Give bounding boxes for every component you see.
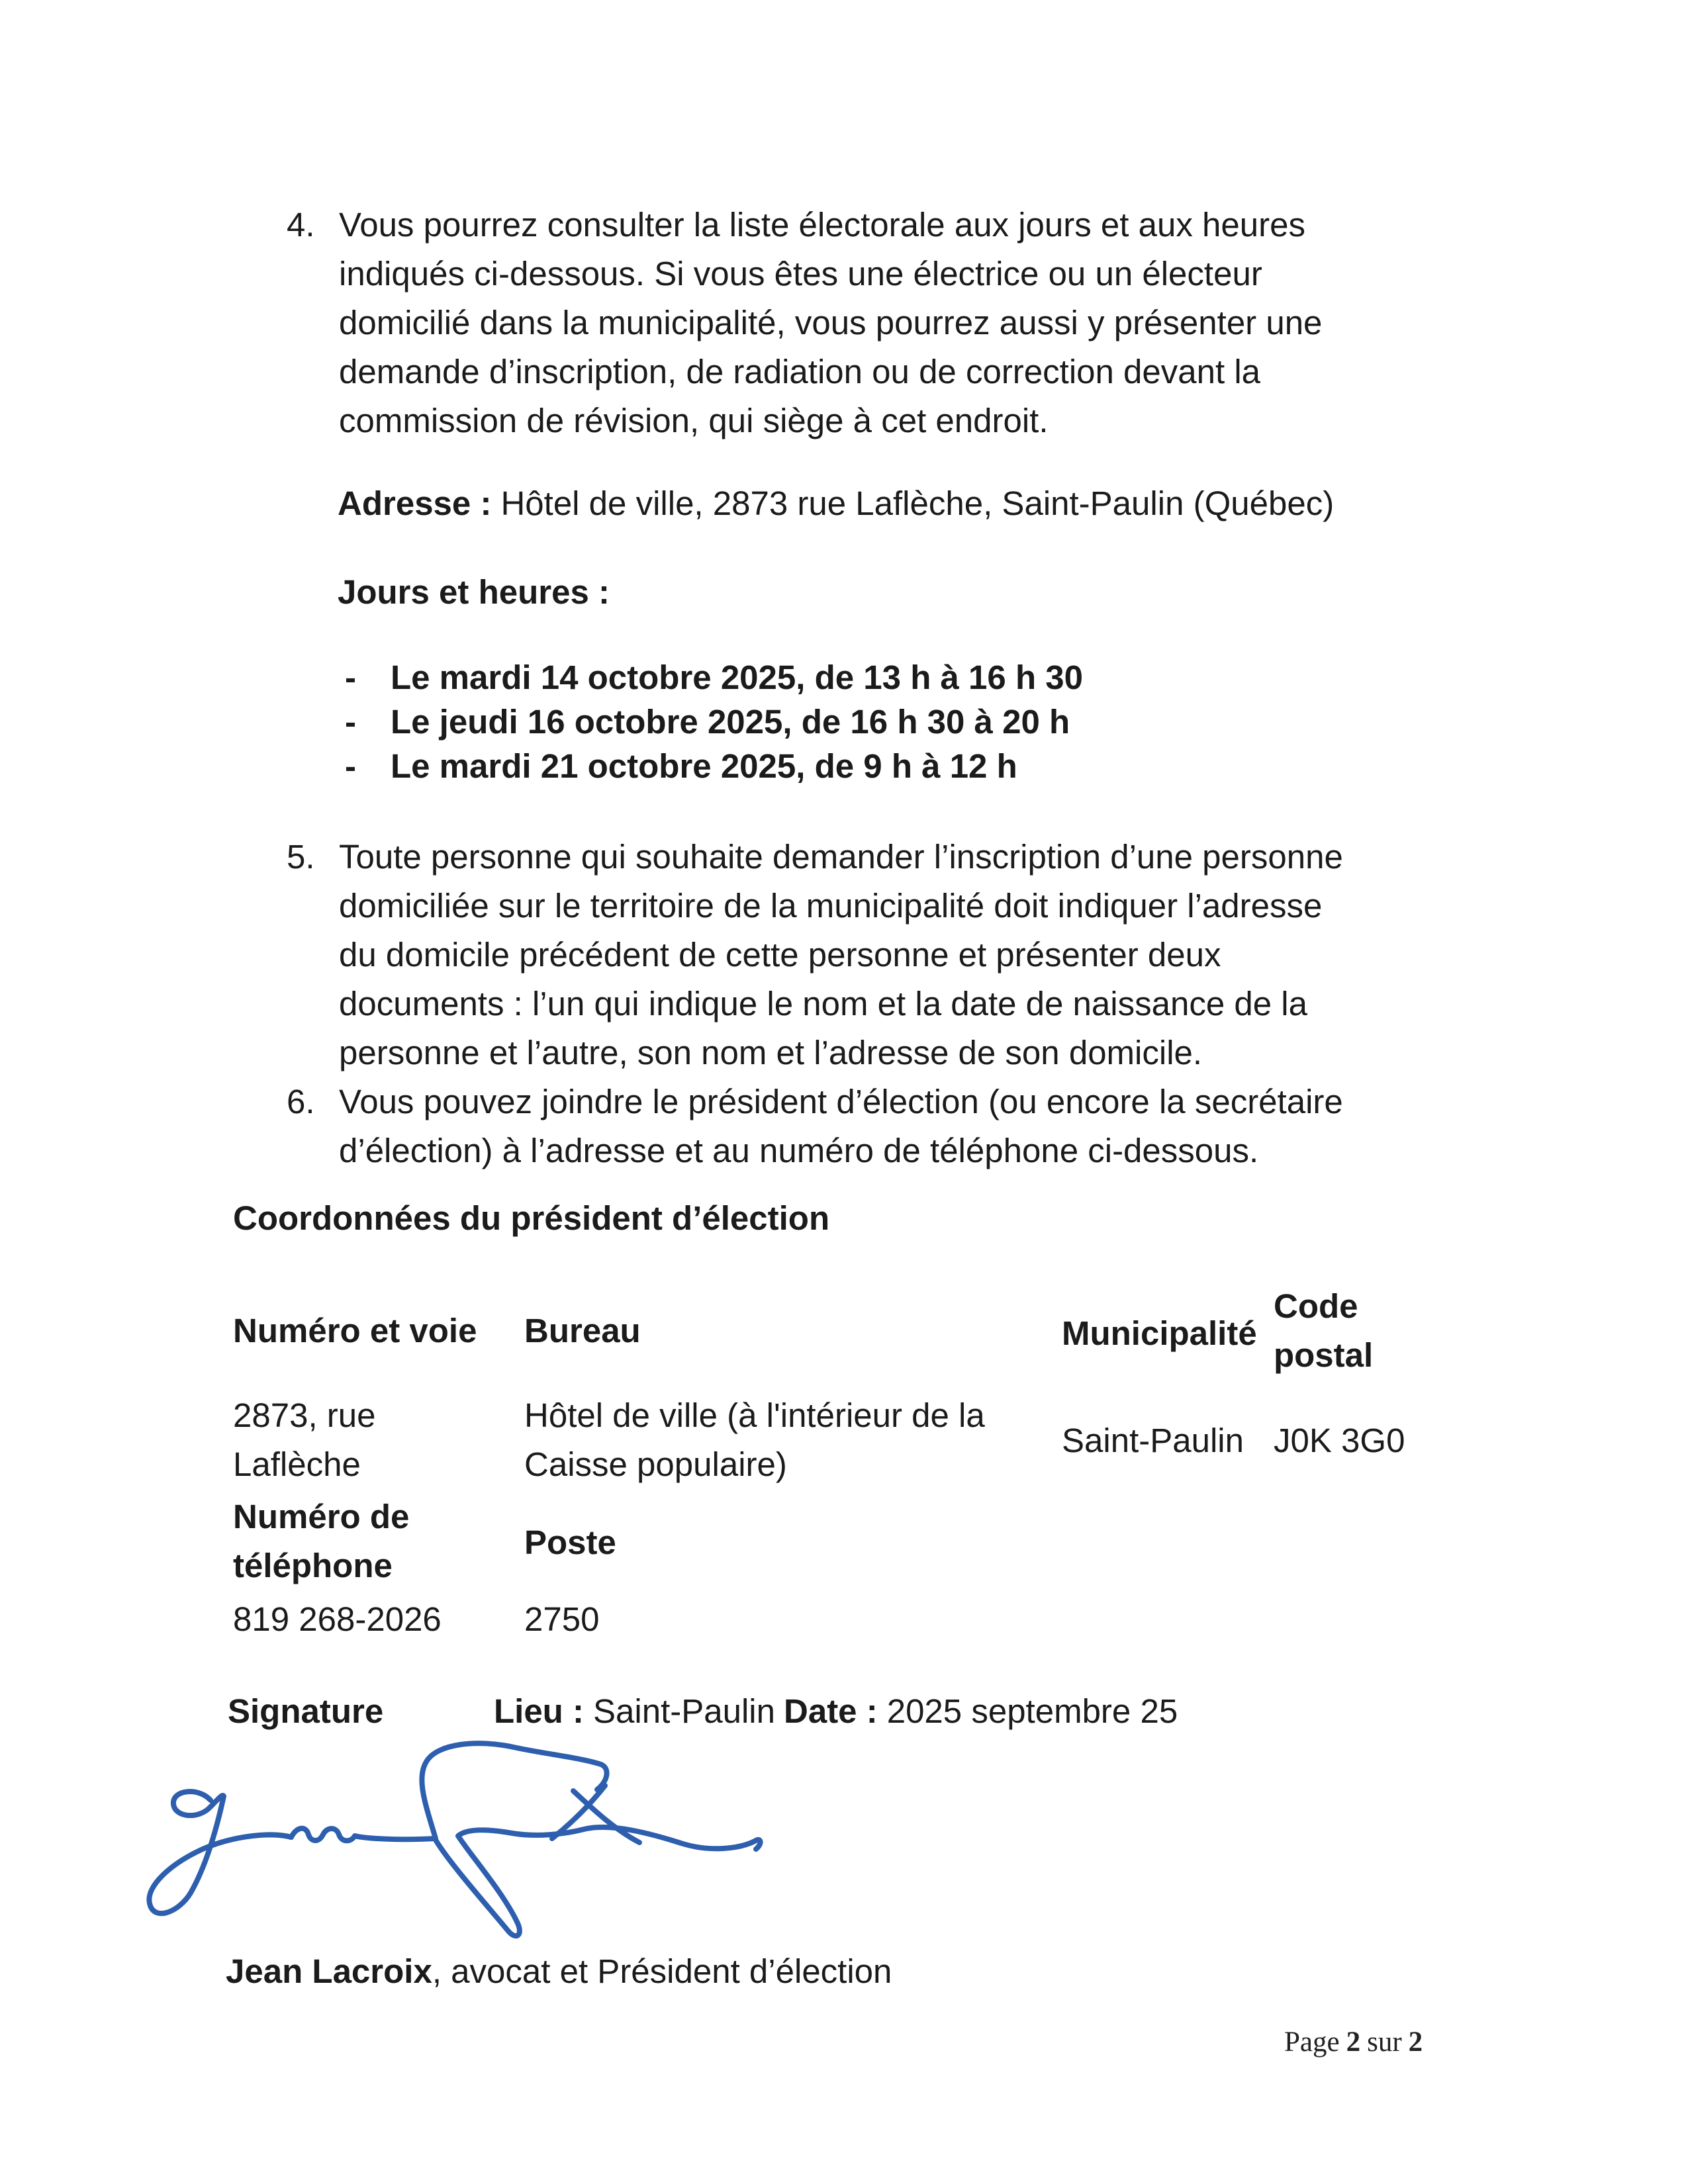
table-header-code-postal-line: postal (1274, 1336, 1374, 1374)
signer-line (226, 1947, 892, 1996)
handwritten-signature (132, 1729, 781, 1954)
list-item-5-line: du domicile précédent de cette personne et présenter deux (339, 936, 1221, 974)
list-item-5-number: 5. (287, 838, 315, 876)
list-item-5-line: personne et l’autre, son nom et l’adresse de son domicile. (339, 1034, 1203, 1071)
list-item-4-number: 4. (287, 206, 315, 244)
signature-label: Signature (228, 1692, 384, 1730)
footer-page-word: Page (1284, 2026, 1340, 2058)
list-item-5-line: domiciliée sur le territoire de la municipalité doit indiquer l’adresse (339, 887, 1323, 925)
list-item-5-line: Toute personne qui souhaite demander l’inscription d’une personne (339, 838, 1343, 876)
footer-total-pages: 2 (1408, 2026, 1423, 2058)
page-footer (1284, 2025, 1423, 2060)
table-header-code-postal-line: Code (1274, 1287, 1358, 1325)
schedule-bullet (345, 700, 1083, 744)
schedule-bullet-text: Le mardi 14 octobre 2025, de 13 h à 16 h 30 (391, 659, 1083, 696)
dash-bullet-icon: - (345, 703, 356, 741)
list-item-5-line: documents : l’un qui indique le nom et la date de naissance de la (339, 985, 1307, 1023)
adresse-label: Adresse : (338, 484, 492, 522)
list-item-4-line: Vous pourrez consulter la liste électorale aux jours et aux heures (339, 206, 1305, 244)
table-cell-code-postal: J0K 3G0 (1274, 1422, 1405, 1459)
footer-page-number: 2 (1346, 2026, 1361, 2058)
list-item-6-line: Vous pouvez joindre le président d’élection (ou encore la secrétaire (339, 1083, 1343, 1120)
list-item-5 (287, 833, 1343, 1077)
table-cell-line: Laflèche (233, 1445, 361, 1483)
table-cell-line: Hôtel de ville (à l'intérieur de la (524, 1396, 985, 1434)
schedule-bullet-text: Le jeudi 16 octobre 2025, de 16 h 30 à 20 h (391, 703, 1070, 741)
adresse-line (338, 479, 1334, 528)
list-item-4 (287, 201, 1322, 445)
list-item-6-text (339, 1077, 1343, 1175)
list-item-6-line: d’élection) à l’adresse et au numéro de téléphone ci-dessous. (339, 1132, 1259, 1169)
schedule-bullet (345, 655, 1083, 700)
table-header-line: Numéro de (233, 1498, 410, 1535)
list-item-4-text (339, 201, 1322, 445)
dash-bullet-icon: - (345, 659, 356, 696)
list-item-5-text (339, 833, 1343, 1077)
list-item-4-line: indiqués ci-dessous. Si vous êtes une électrice ou un électeur (339, 255, 1262, 293)
list-item-4-line: domicilié dans la municipalité, vous pourrez aussi y présenter une (339, 304, 1323, 341)
lieu-label: Lieu : (494, 1692, 584, 1730)
lieu-value: Saint-Paulin (593, 1692, 775, 1730)
table-header-line: téléphone (233, 1547, 393, 1584)
table-header-numero-telephone (233, 1492, 409, 1590)
signer-title: , avocat et Président d’élection (432, 1952, 892, 1990)
list-item-6 (287, 1077, 1343, 1175)
contact-section-heading: Coordonnées du président d’élection (233, 1199, 830, 1237)
schedule-bullets (345, 655, 1083, 788)
table-header-numero-voie: Numéro et voie (233, 1312, 477, 1349)
jours-heures-label: Jours et heures : (338, 573, 610, 611)
signer-name: Jean Lacroix (226, 1952, 432, 1990)
list-item-4-line: commission de révision, qui siège à cet endroit. (339, 402, 1049, 439)
table-cell-adresse-voie (233, 1391, 376, 1489)
table-cell-bureau (524, 1391, 985, 1489)
list-item-6-number: 6. (287, 1083, 315, 1120)
table-header-poste: Poste (524, 1524, 616, 1561)
date-label: Date : (784, 1692, 878, 1730)
table-header-bureau: Bureau (524, 1312, 641, 1349)
adresse-value: Hôtel de ville, 2873 rue Laflèche, Saint-Paulin (Québec) (500, 484, 1335, 522)
table-header-municipalite: Municipalité (1062, 1314, 1257, 1352)
table-cell-poste: 2750 (524, 1600, 600, 1638)
schedule-bullet-text: Le mardi 21 octobre 2025, de 9 h à 12 h (391, 747, 1017, 785)
table-cell-line: Caisse populaire) (524, 1445, 787, 1483)
table-header-code-postal (1274, 1282, 1373, 1380)
table-cell-telephone: 819 268-2026 (233, 1600, 442, 1638)
schedule-bullet (345, 744, 1083, 788)
dash-bullet-icon: - (345, 747, 356, 785)
footer-sur-word: sur (1367, 2026, 1402, 2058)
list-item-4-line: demande d’inscription, de radiation ou de correction devant la (339, 353, 1261, 390)
table-cell-municipalite: Saint-Paulin (1062, 1422, 1244, 1459)
date-value: 2025 septembre 25 (886, 1692, 1178, 1730)
table-cell-line: 2873, rue (233, 1396, 376, 1434)
